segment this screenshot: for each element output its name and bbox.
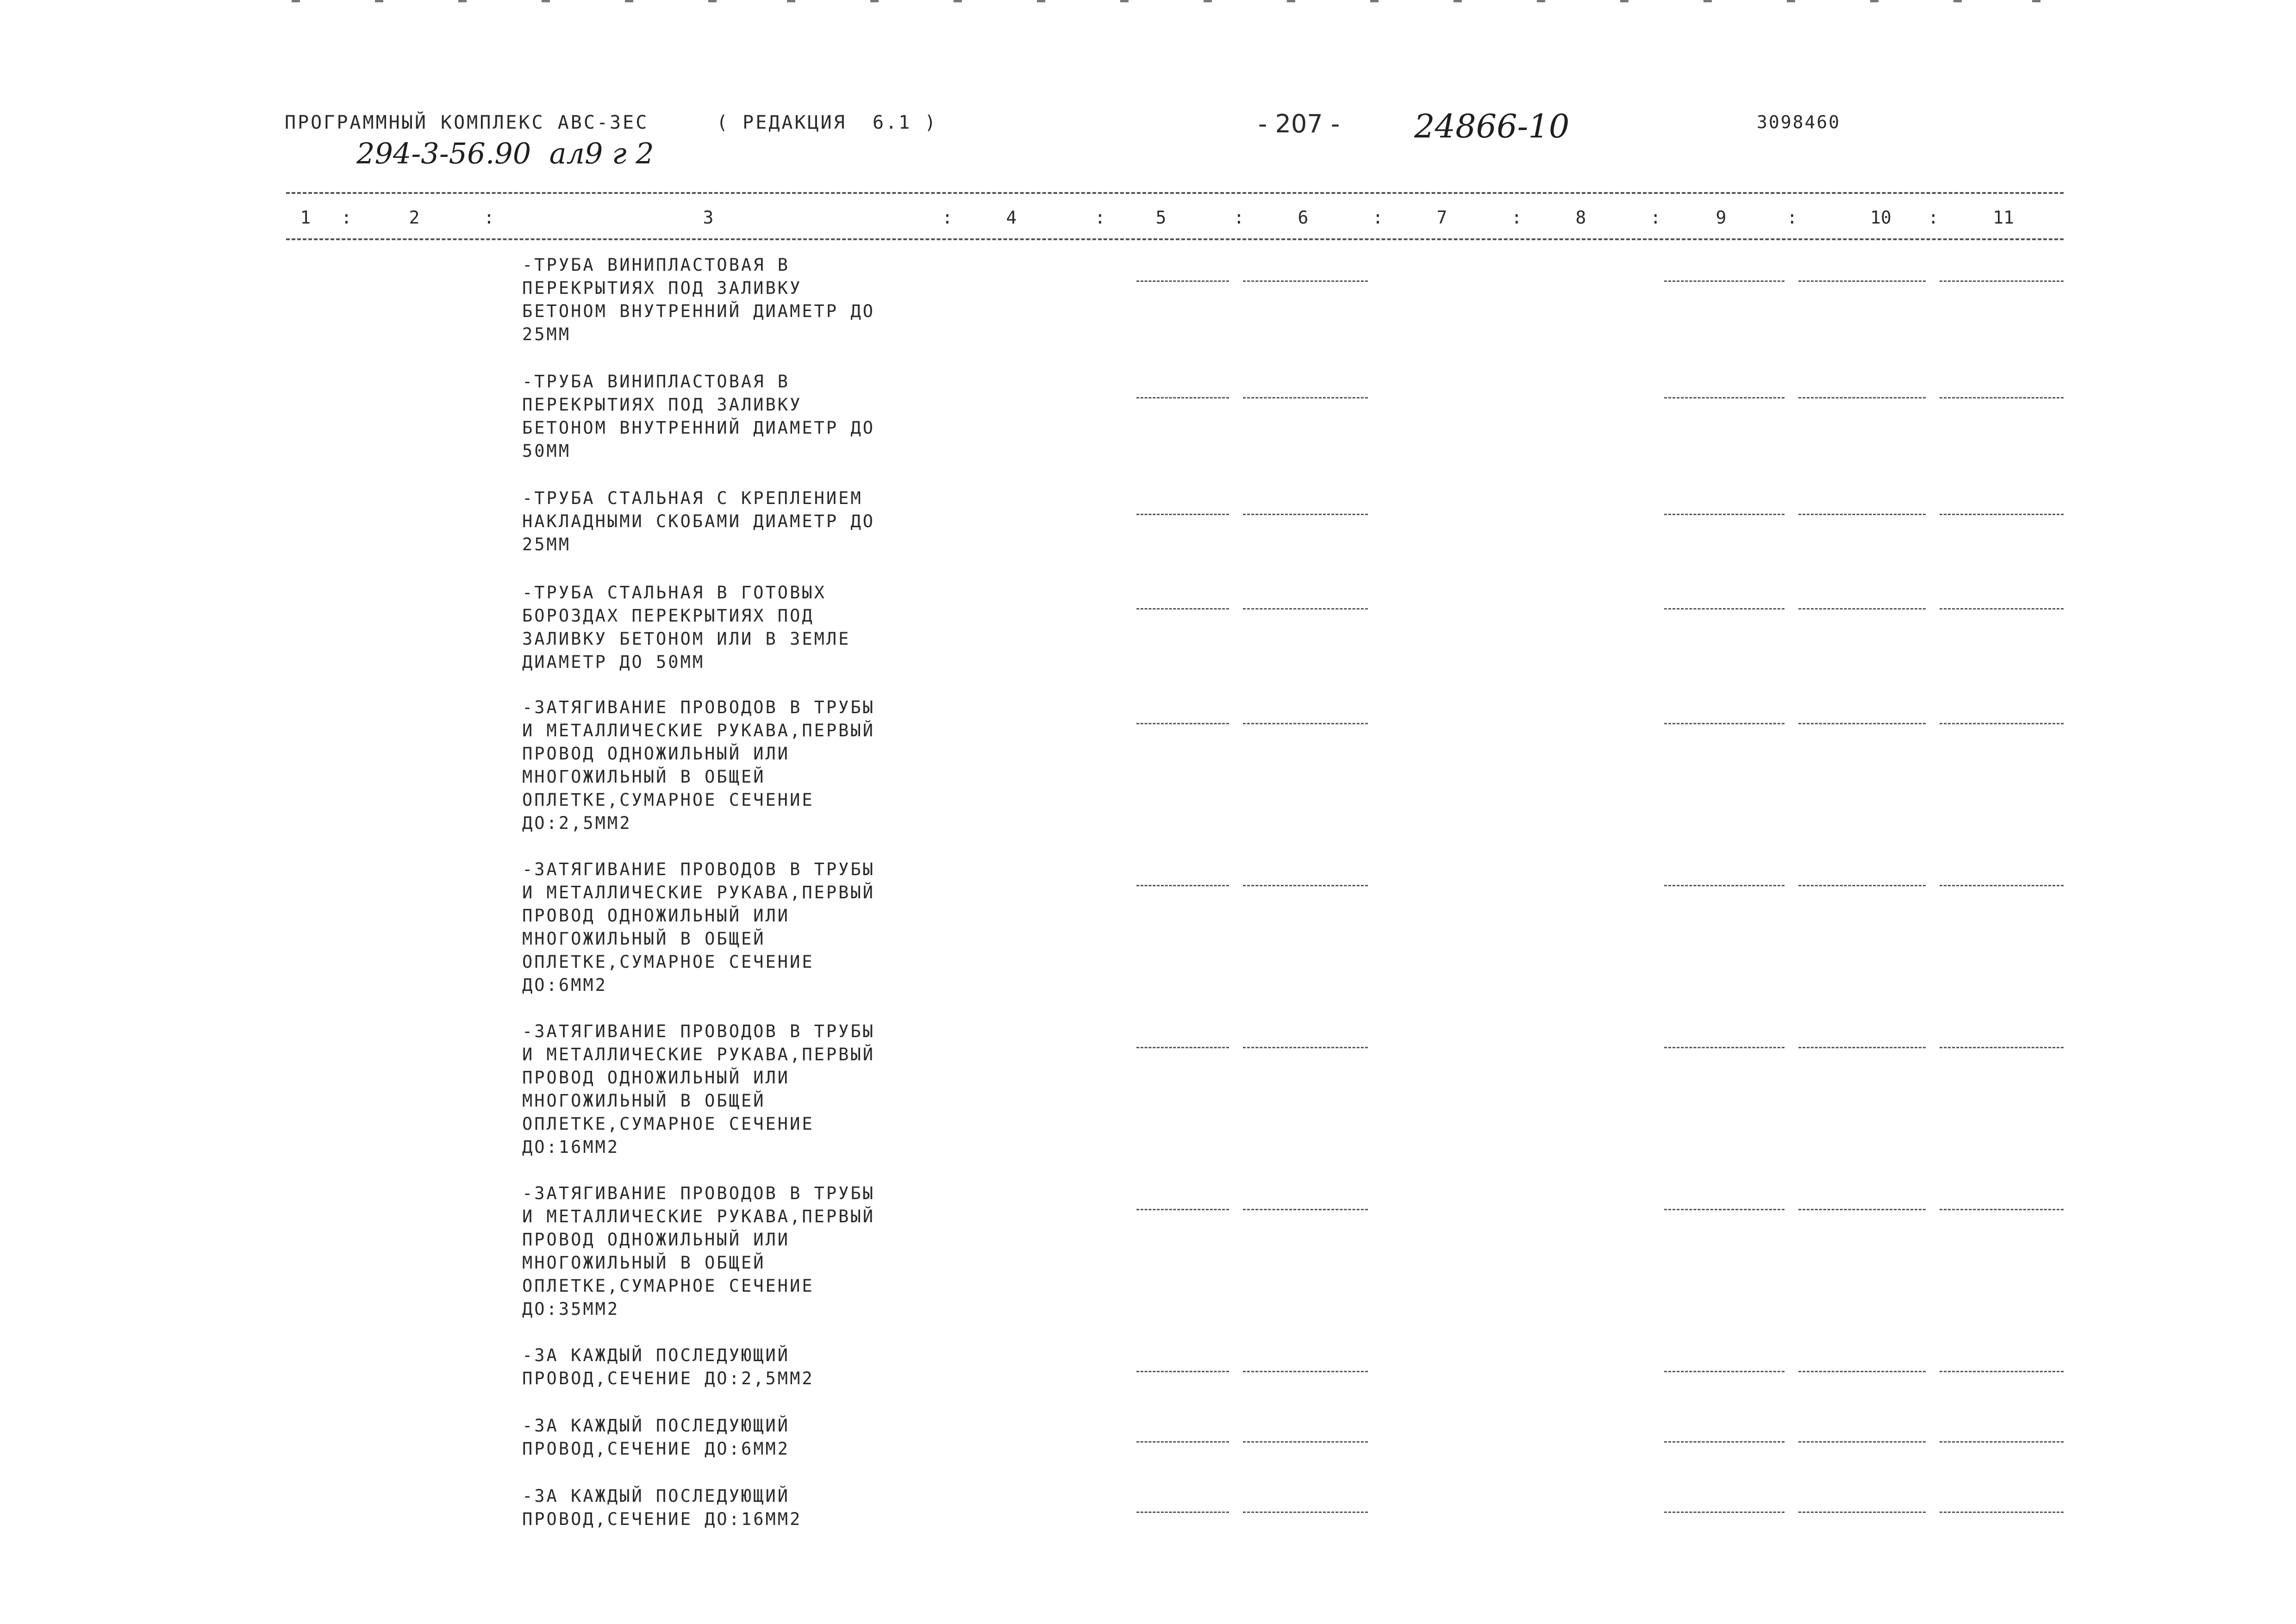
top-edge-mark: [787, 0, 795, 2]
work-description: [522, 1020, 875, 1159]
description-line: ПЕРЕКРЫТИЯХ ПОД ЗАЛИВКУ: [522, 395, 802, 415]
top-edge-mark: [1370, 0, 1379, 2]
subtotal-divider: [1243, 1512, 1368, 1513]
description-line: ДО:16ММ2: [522, 1137, 620, 1157]
subtotal-divider: [1664, 608, 1784, 610]
subtotal-divider: [1243, 885, 1368, 886]
column-number: 4: [1006, 207, 1017, 228]
column-separator: :: [1928, 207, 1939, 228]
table-header-bottom-rule: [286, 238, 2064, 240]
description-line: ОПЛЕТКЕ,СУМАРНОЕ СЕЧЕНИЕ: [522, 952, 814, 972]
description-line: ПРОВОД,СЕЧЕНИЕ ДО:16ММ2: [522, 1509, 802, 1529]
top-edge-mark: [1287, 0, 1295, 2]
work-description: [522, 254, 875, 346]
table-top-rule: [286, 192, 2064, 194]
subtotal-divider: [1798, 1512, 1926, 1513]
subtotal-divider: [1940, 723, 2064, 724]
description-line: ПРОВОД ОДНОЖИЛЬНЫЙ ИЛИ: [522, 1230, 790, 1250]
description-line: ПЕРЕКРЫТИЯХ ПОД ЗАЛИВКУ: [522, 278, 802, 298]
subtotal-divider: [1243, 397, 1368, 398]
column-separator: :: [1095, 207, 1105, 228]
work-description: [522, 370, 875, 463]
subtotal-divider: [1136, 280, 1229, 282]
subtotal-divider: [1243, 608, 1368, 610]
top-edge-mark: [292, 0, 300, 2]
subtotal-divider: [1798, 1441, 1926, 1443]
subtotal-divider: [1136, 723, 1229, 724]
description-line: И МЕТАЛЛИЧЕСКИЕ РУКАВА,ПЕРВЫЙ: [522, 1045, 875, 1064]
description-line: -ЗАТЯГИВАНИЕ ПРОВОДОВ В ТРУБЫ: [522, 697, 875, 717]
top-edge-mark: [870, 0, 879, 2]
subtotal-divider: [1940, 280, 2064, 282]
description-line: ДИАМЕТР ДО 50ММ: [522, 652, 705, 672]
description-line: ПРОВОД,СЕЧЕНИЕ ДО:2,5ММ2: [522, 1369, 814, 1388]
subtotal-divider: [1940, 1441, 2064, 1443]
subtotal-divider: [1798, 1371, 1926, 1372]
subtotal-divider: [1940, 608, 2064, 610]
column-separator: :: [484, 207, 494, 228]
description-line: МНОГОЖИЛЬНЫЙ В ОБЩЕЙ: [522, 929, 766, 949]
top-edge-mark: [1454, 0, 1462, 2]
description-line: -ЗА КАЖДЫЙ ПОСЛЕДУЮЩИЙ: [522, 1416, 790, 1436]
subtotal-divider: [1243, 514, 1368, 515]
description-line: ЗАЛИВКУ БЕТОНОМ ИЛИ В ЗЕМЛЕ: [522, 629, 851, 649]
description-line: ПРОВОД ОДНОЖИЛЬНЫЙ ИЛИ: [522, 906, 790, 926]
work-description: [522, 1344, 814, 1390]
description-line: ПРОВОД ОДНОЖИЛЬНЫЙ ИЛИ: [522, 744, 790, 764]
handwritten-reference: 294-3-56.90 ал9 г 2: [356, 137, 654, 170]
subtotal-divider: [1798, 723, 1926, 724]
description-line: ОПЛЕТКЕ,СУМАРНОЕ СЕЧЕНИЕ: [522, 790, 814, 810]
top-edge-mark: [1787, 0, 1795, 2]
subtotal-divider: [1664, 397, 1784, 398]
subtotal-divider: [1940, 1047, 2064, 1048]
subtotal-divider: [1136, 885, 1229, 886]
subtotal-divider: [1136, 1209, 1229, 1210]
subtotal-divider: [1940, 397, 2064, 398]
subtotal-divider: [1664, 1441, 1784, 1443]
top-edge-mark: [1953, 0, 1962, 2]
work-description: [522, 581, 850, 674]
subtotal-divider: [1136, 397, 1229, 398]
description-line: ДО:6ММ2: [522, 975, 607, 995]
subtotal-divider: [1243, 1047, 1368, 1048]
description-line: МНОГОЖИЛЬНЫЙ В ОБЩЕЙ: [522, 767, 766, 787]
subtotal-divider: [1664, 280, 1784, 282]
subtotal-divider: [1136, 1512, 1229, 1513]
description-line: БЕТОНОМ ВНУТРЕННИЙ ДИАМЕТР ДО: [522, 418, 875, 438]
description-line: ОПЛЕТКЕ,СУМАРНОЕ СЕЧЕНИЕ: [522, 1276, 814, 1296]
subtotal-divider: [1136, 1441, 1229, 1443]
subtotal-divider: [1940, 1371, 2064, 1372]
top-edge-mark: [542, 0, 550, 2]
subtotal-divider: [1664, 723, 1784, 724]
subtotal-divider: [1243, 1371, 1368, 1372]
subtotal-divider: [1664, 514, 1784, 515]
work-description: [522, 1414, 790, 1461]
description-line: ПРОВОД ОДНОЖИЛЬНЫЙ ИЛИ: [522, 1068, 790, 1088]
top-edge-mark: [375, 0, 383, 2]
column-number: 10: [1870, 207, 1891, 228]
column-number: 5: [1155, 207, 1167, 228]
description-line: И МЕТАЛЛИЧЕСКИЕ РУКАВА,ПЕРВЫЙ: [522, 721, 875, 740]
top-edge-mark: [954, 0, 962, 2]
subtotal-divider: [1664, 1512, 1784, 1513]
subtotal-divider: [1798, 885, 1926, 886]
subtotal-divider: [1136, 1371, 1229, 1372]
top-edge-mark: [1037, 0, 1045, 2]
column-separator: :: [1511, 207, 1522, 228]
subtotal-divider: [1136, 608, 1229, 610]
top-edge-mark: [1870, 0, 1878, 2]
description-line: -ЗАТЯГИВАНИЕ ПРОВОДОВ В ТРУБЫ: [522, 1183, 875, 1203]
column-number: 1: [300, 207, 311, 228]
subtotal-divider: [1664, 1047, 1784, 1048]
page-number: - 207 -: [1258, 109, 1340, 138]
subtotal-divider: [1243, 1441, 1368, 1443]
subtotal-divider: [1940, 514, 2064, 515]
work-description: [522, 1485, 802, 1531]
description-line: 25ММ: [522, 535, 571, 554]
edition-label: ( РЕДАКЦИЯ 6.1 ): [717, 112, 938, 133]
work-description: [522, 1182, 875, 1321]
subtotal-divider: [1940, 885, 2064, 886]
subtotal-divider: [1243, 1209, 1368, 1210]
subtotal-divider: [1243, 723, 1368, 724]
column-separator: :: [1650, 207, 1661, 228]
description-line: -ЗАТЯГИВАНИЕ ПРОВОДОВ В ТРУБЫ: [522, 859, 875, 879]
column-separator: :: [942, 207, 953, 228]
subtotal-divider: [1940, 1512, 2064, 1513]
description-line: ДО:2,5ММ2: [522, 813, 632, 833]
column-number: 9: [1716, 207, 1727, 228]
subtotal-divider: [1798, 280, 1926, 282]
top-edge-mark: [1120, 0, 1129, 2]
subtotal-divider: [1664, 885, 1784, 886]
description-line: ПРОВОД,СЕЧЕНИЕ ДО:6ММ2: [522, 1439, 790, 1459]
column-number: 8: [1575, 207, 1586, 228]
work-description: [522, 858, 875, 997]
subtotal-divider: [1798, 1209, 1926, 1210]
column-separator: :: [1234, 207, 1244, 228]
top-edge-mark: [1537, 0, 1545, 2]
description-line: -ТРУБА ВИНИПЛАСТОВАЯ В: [522, 255, 790, 275]
top-edge-mark: [708, 0, 717, 2]
description-line: 25ММ: [522, 324, 571, 344]
handwritten-code: 24866-10: [1414, 107, 1570, 145]
top-edge-mark: [2032, 0, 2040, 2]
description-line: БОРОЗДАХ ПЕРЕКРЫТИЯХ ПОД: [522, 606, 814, 626]
subtotal-divider: [1798, 514, 1926, 515]
doc-code: 3098460: [1757, 112, 1841, 132]
description-line: БЕТОНОМ ВНУТРЕННИЙ ДИАМЕТР ДО: [522, 301, 875, 321]
column-number: 11: [1993, 207, 2014, 228]
column-number: 3: [703, 207, 714, 228]
description-line: -ЗА КАЖДЫЙ ПОСЛЕДУЮЩИЙ: [522, 1345, 790, 1365]
subtotal-divider: [1664, 1371, 1784, 1372]
description-line: -ЗА КАЖДЫЙ ПОСЛЕДУЮЩИЙ: [522, 1486, 790, 1506]
description-line: МНОГОЖИЛЬНЫЙ В ОБЩЕЙ: [522, 1091, 766, 1111]
description-line: МНОГОЖИЛЬНЫЙ В ОБЩЕЙ: [522, 1253, 766, 1273]
work-description: [522, 487, 875, 556]
subtotal-divider: [1136, 1047, 1229, 1048]
top-edge-mark: [458, 0, 467, 2]
subtotal-divider: [1798, 608, 1926, 610]
description-line: И МЕТАЛЛИЧЕСКИЕ РУКАВА,ПЕРВЫЙ: [522, 883, 875, 902]
description-line: 50ММ: [522, 441, 571, 461]
column-separator: :: [1373, 207, 1383, 228]
top-edge-mark: [1703, 0, 1712, 2]
program-title: ПРОГРАММНЫЙ КОМПЛЕКС АВС-3ЕС: [285, 112, 649, 133]
subtotal-divider: [1798, 1047, 1926, 1048]
subtotal-divider: [1940, 1209, 2064, 1210]
description-line: -ЗАТЯГИВАНИЕ ПРОВОДОВ В ТРУБЫ: [522, 1021, 875, 1041]
description-line: -ТРУБА ВИНИПЛАСТОВАЯ В: [522, 372, 790, 392]
column-number: 7: [1436, 207, 1447, 228]
description-line: -ТРУБА СТАЛЬНАЯ С КРЕПЛЕНИЕМ: [522, 488, 863, 508]
top-edge-mark: [1204, 0, 1212, 2]
description-line: -ТРУБА СТАЛЬНАЯ В ГОТОВЫХ: [522, 583, 826, 603]
column-number: 2: [409, 207, 420, 228]
column-separator: :: [341, 207, 352, 228]
description-line: НАКЛАДНЫМИ СКОБАМИ ДИАМЕТР ДО: [522, 511, 875, 531]
description-line: ДО:35ММ2: [522, 1299, 620, 1319]
top-edge-mark: [1620, 0, 1628, 2]
subtotal-divider: [1664, 1209, 1784, 1210]
column-number: 6: [1298, 207, 1309, 228]
subtotal-divider: [1243, 280, 1368, 282]
column-separator: :: [1787, 207, 1797, 228]
work-description: [522, 696, 875, 835]
subtotal-divider: [1136, 514, 1229, 515]
subtotal-divider: [1798, 397, 1926, 398]
description-line: ОПЛЕТКЕ,СУМАРНОЕ СЕЧЕНИЕ: [522, 1114, 814, 1134]
top-edge-mark: [625, 0, 633, 2]
description-line: И МЕТАЛЛИЧЕСКИЕ РУКАВА,ПЕРВЫЙ: [522, 1207, 875, 1226]
